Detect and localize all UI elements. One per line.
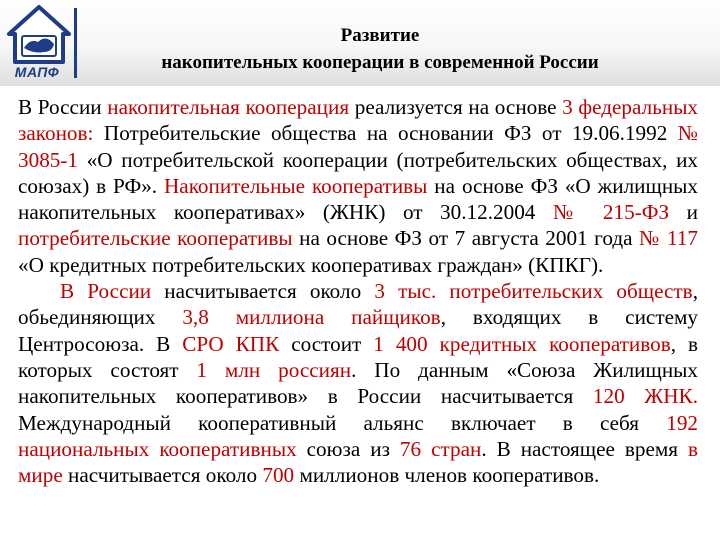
body-text xyxy=(18,94,698,488)
highlighted-text: 700 xyxy=(262,463,295,488)
text-segment: на основе ФЗ «О жилищных накопительных кооперативах» (ЖНК) от 30.12.2004 xyxy=(18,173,698,225)
text-segment: союза из xyxy=(296,436,400,461)
title-line-1: Развитие xyxy=(340,25,420,46)
highlighted-text: В России xyxy=(60,279,152,304)
text-segment: на основе ФЗ от 7 августа 2001 года xyxy=(292,226,640,251)
text-segment: В России xyxy=(18,95,108,119)
highlighted-text: 3 федеральных законов: xyxy=(18,95,699,146)
text-segment: насчитывается около xyxy=(62,463,263,488)
title-line-2: накопительных кооперации в современной России xyxy=(161,52,599,73)
text-segment: . В настоящее время xyxy=(481,436,688,461)
header-divider xyxy=(74,8,77,78)
highlighted-text: в мире xyxy=(18,436,698,488)
highlighted-text: Накопительные кооперативы xyxy=(164,173,428,198)
text-segment: . По данным «Союза Жилищных накопительных кооперативов» в России насчитывается xyxy=(18,357,698,409)
highlighted-text: № 3085-1 xyxy=(18,121,698,172)
highlighted-text: накопительная кооперация xyxy=(107,95,350,119)
slide-header xyxy=(0,0,720,86)
highlighted-text: СРО КПК xyxy=(182,331,280,356)
page-title xyxy=(80,22,680,76)
highlighted-text: 1 млн россиян xyxy=(196,357,352,382)
text-segment: состоит xyxy=(279,331,374,356)
text-segment: Международный кооперативный альянс включает в себя xyxy=(18,410,667,435)
text-segment: насчитывается около xyxy=(151,279,375,304)
paragraph-statistics xyxy=(18,278,698,488)
text-segment: , входящих в систему Центросоюза. В xyxy=(18,305,698,356)
highlighted-text: 192 национальных кооперативных xyxy=(18,410,698,461)
text-segment: «О кредитных потребительских кооперативах граждан» (КПКГ). xyxy=(18,252,604,277)
text-segment: реализуется на основе xyxy=(349,95,563,119)
highlighted-text: 1 400 кредитных кооперативов xyxy=(373,331,671,356)
text-segment: , обьединяющих xyxy=(18,279,698,330)
highlighted-text: № 215-ФЗ xyxy=(552,200,670,225)
highlighted-text: 3,8 миллиона пайщиков xyxy=(182,305,441,330)
text-segment: «О потребительской кооперации (потребительских обществах, их союзах) в РФ». xyxy=(18,147,698,198)
highlighted-text: 3 тыс. потребительских обществ xyxy=(374,279,693,304)
highlighted-text: потребительские кооперативы xyxy=(18,226,293,251)
paragraph-laws xyxy=(18,94,698,278)
text-segment: и xyxy=(669,200,698,225)
logo-text: МАПФ xyxy=(14,64,60,80)
highlighted-text: № 117 xyxy=(639,226,699,251)
text-segment: миллионов членов кооперативов. xyxy=(294,463,600,488)
highlighted-text: 120 ЖНК. xyxy=(592,384,698,409)
highlighted-text: 76 стран xyxy=(399,436,482,461)
text-segment: , в которых состоят xyxy=(18,331,698,382)
text-segment: Потребительские общества на основании ФЗ от 19.06.1992 xyxy=(93,121,678,146)
